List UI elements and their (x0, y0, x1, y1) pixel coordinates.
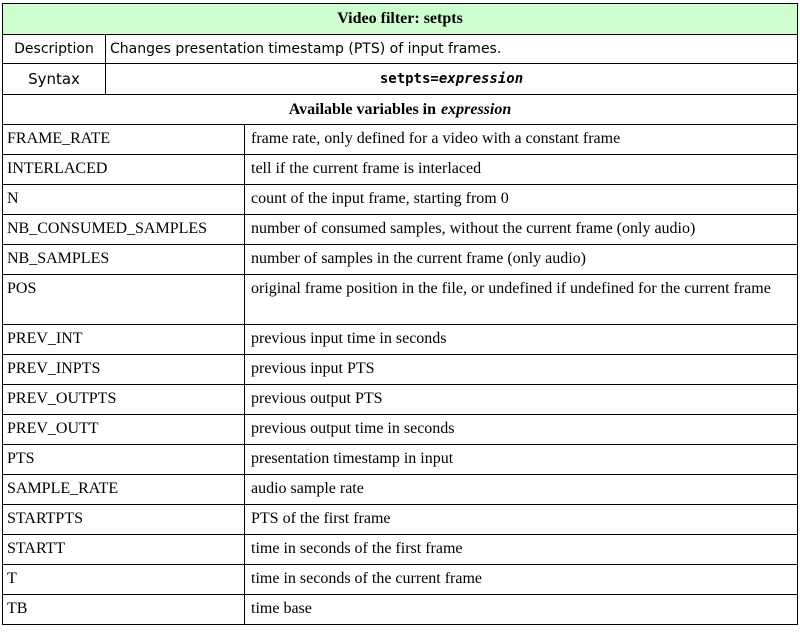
variable-name: PREV_INT (3, 325, 245, 354)
variable-name: TB (3, 595, 245, 624)
variable-description: audio sample rate (251, 480, 364, 497)
table-row (3, 215, 797, 245)
variable-name: N (3, 185, 245, 214)
variable-description: number of samples in the current frame (only audio) (251, 250, 586, 267)
variables-header (3, 95, 797, 125)
variable-name: PTS (3, 445, 245, 474)
description-text: Changes presentation timestamp (PTS) of input frames. (110, 41, 502, 57)
syntax-row (3, 64, 797, 95)
table-row (3, 565, 797, 595)
table-row (3, 595, 797, 624)
variable-name: POS (3, 275, 245, 324)
table-row (3, 505, 797, 535)
syntax-label: Syntax (3, 64, 106, 94)
variable-description: previous output PTS (251, 390, 383, 407)
table-row (3, 245, 797, 275)
variable-name: NB_SAMPLES (3, 245, 245, 274)
variable-name: PREV_OUTT (3, 415, 245, 444)
table-row (3, 325, 797, 355)
table-row (3, 445, 797, 475)
variable-description: time base (251, 600, 312, 617)
syntax-value (106, 64, 797, 94)
variables-header-emphasis: expression (441, 100, 512, 118)
variable-description: PTS of the first frame (251, 510, 391, 527)
table-row (3, 535, 797, 565)
table-row (3, 475, 797, 505)
variable-description: previous output time in seconds (251, 420, 455, 437)
variable-description: time in seconds of the current frame (251, 570, 483, 587)
variable-description: time in seconds of the first frame (251, 540, 463, 557)
variable-description: original frame position in the file, or undefined if undefined for the current frame (251, 280, 771, 297)
variable-name: PREV_OUTPTS (3, 385, 245, 414)
variable-name: STARTPTS (3, 505, 245, 534)
table-row (3, 155, 797, 185)
variable-description: tell if the current frame is interlaced (251, 160, 482, 177)
variable-name: NB_CONSUMED_SAMPLES (3, 215, 245, 244)
table-row (3, 385, 797, 415)
variable-name: STARTT (3, 535, 245, 564)
variable-description: frame rate, only defined for a video with a constant frame (251, 130, 621, 147)
variable-description: number of consumed samples, without the current frame (only audio) (251, 220, 696, 237)
table-row (3, 415, 797, 445)
variable-name: FRAME_RATE (3, 125, 245, 154)
table-title: Video filter: setpts (3, 4, 797, 35)
syntax-command: setpts= (379, 71, 439, 87)
variable-description: count of the input frame, starting from 0 (251, 190, 509, 207)
variable-name: INTERLACED (3, 155, 245, 184)
variable-name: SAMPLE_RATE (3, 475, 245, 504)
table-row (3, 275, 797, 325)
variable-description: presentation timestamp in input (251, 450, 454, 467)
variable-name: T (3, 565, 245, 594)
filter-table (2, 3, 798, 625)
table-row (3, 125, 797, 155)
table-row (3, 185, 797, 215)
variables-header-prefix: Available variables in (288, 100, 437, 118)
table-row (3, 355, 797, 385)
variable-name: PREV_INPTS (3, 355, 245, 384)
variable-description: previous input time in seconds (251, 330, 447, 347)
variable-description: previous input PTS (251, 360, 375, 377)
syntax-argument: expression (438, 71, 524, 87)
description-row (3, 35, 797, 64)
description-label: Description (3, 35, 106, 63)
variables-list (3, 125, 797, 624)
